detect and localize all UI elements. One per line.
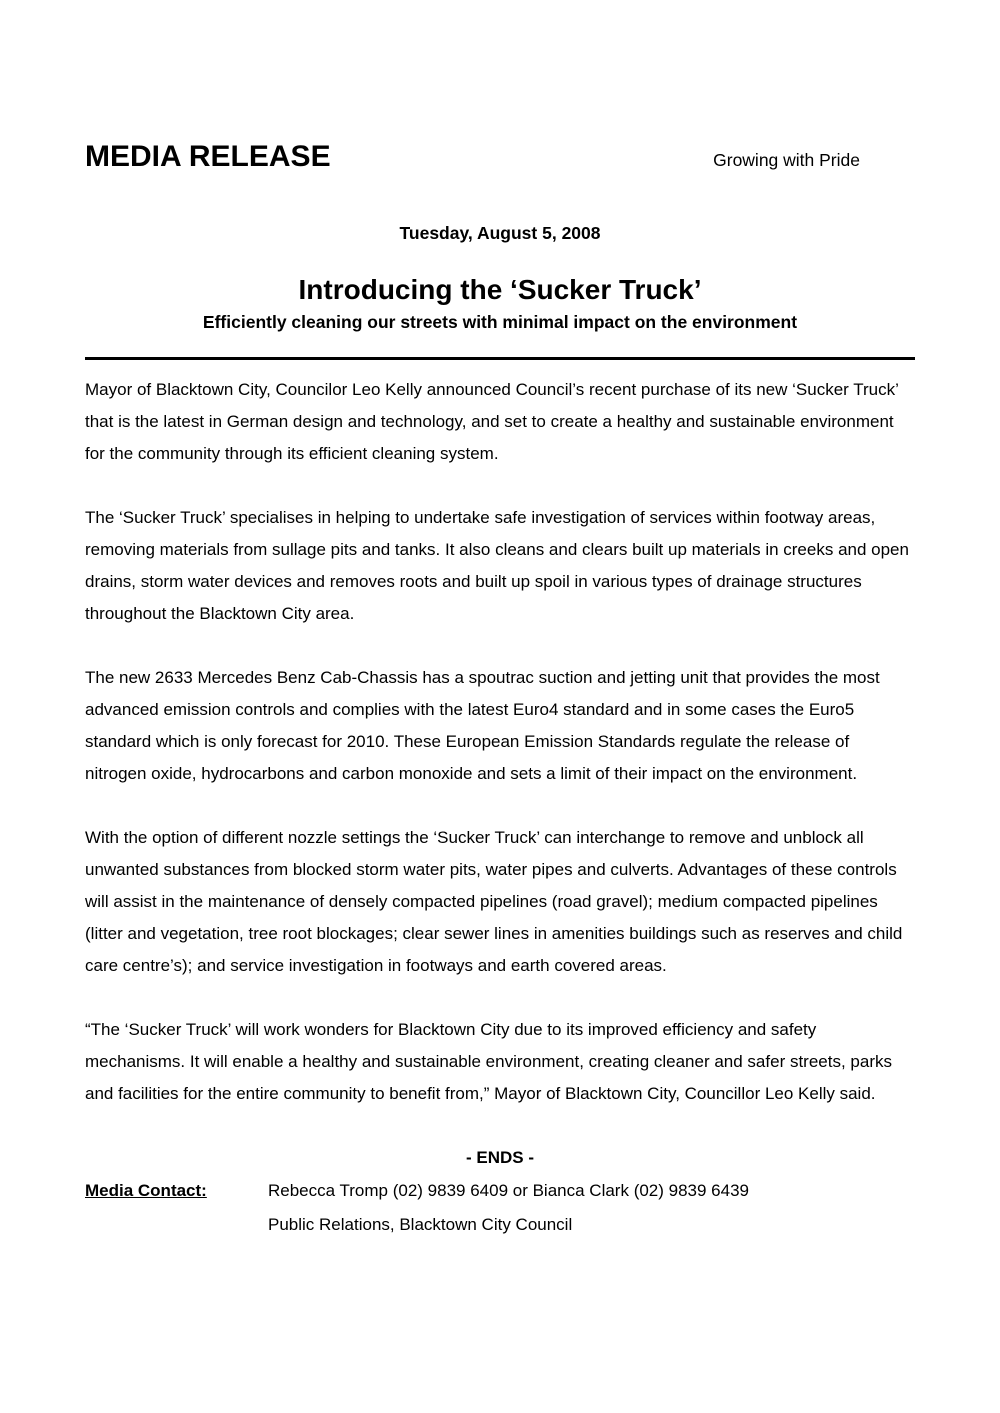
masthead [85,140,915,173]
document-type-title: MEDIA RELEASE [85,140,331,173]
divider-rule [85,357,915,360]
body-copy [85,374,915,1110]
paragraph-4: With the option of different nozzle settings the ‘Sucker Truck’ can interchange to remove and unblock all unwanted substances from blocked storm water pits, water pipes and culverts. Advantages of these controls will assist in the maintenance of densely compacted pipelines (road gravel); medium compacted pipelines (litter and vegetation, tree root blockages; clear sewer lines in amenities buildings such as reserves and child care centre’s); and service investigation in footways and earth covered areas. [85,828,903,975]
paragraph-3: The new 2633 Mercedes Benz Cab-Chassis has a spoutrac suction and jetting unit that provides the most advanced emission controls and complies with the latest Euro4 standard and in some cases the Euro5 standard which is only forecast for 2010. These European Emission Standards regulate the release of nitrogen oxide, hydrocarbons and carbon monoxide and sets a limit of their impact on the environment. [85,668,880,783]
media-contact-block [85,1174,915,1242]
release-date: Tuesday, August 5, 2008 [399,223,601,243]
headline: Introducing the ‘Sucker Truck’ [298,274,702,305]
media-contact-details [268,1174,915,1242]
subheadline: Efficiently cleaning our streets with minimal impact on the environment [202,312,798,332]
ends-marker: - ENDS - [466,1148,534,1167]
paragraph-2: The ‘Sucker Truck’ specialises in helping to undertake safe investigation of services within footway areas, removing materials from sullage pits and tanks. It also cleans and clears built up materials in creeks and open drains, storm water devices and removes roots and built up spoil in various types of drainage structures throughout the Blacktown City area. [85,508,909,623]
media-contact-label: Media Contact: [85,1181,207,1200]
council-tagline: Growing with Pride [713,150,860,170]
paragraph-5: “The ‘Sucker Truck’ will work wonders for Blacktown City due to its improved efficiency and safety mechanisms. It will enable a healthy and sustainable environment, creating cleaner and safer streets, parks and facilities for the entire community to benefit from,” Mayor of Blacktown City, Councillor Leo Kelly said. [85,1020,892,1103]
contact-organisation: Public Relations, Blacktown City Council [268,1215,573,1234]
contact-names-phones: Rebecca Tromp (02) 9839 6409 or Bianca Clark (02) 9839 6439 [268,1181,750,1200]
paragraph-1: Mayor of Blacktown City, Councilor Leo Kelly announced Council’s recent purchase of its new ‘Sucker Truck’ that is the latest in German design and technology, and set to create a healthy and sustainable environment for the community through its efficient cleaning system. [85,380,899,463]
